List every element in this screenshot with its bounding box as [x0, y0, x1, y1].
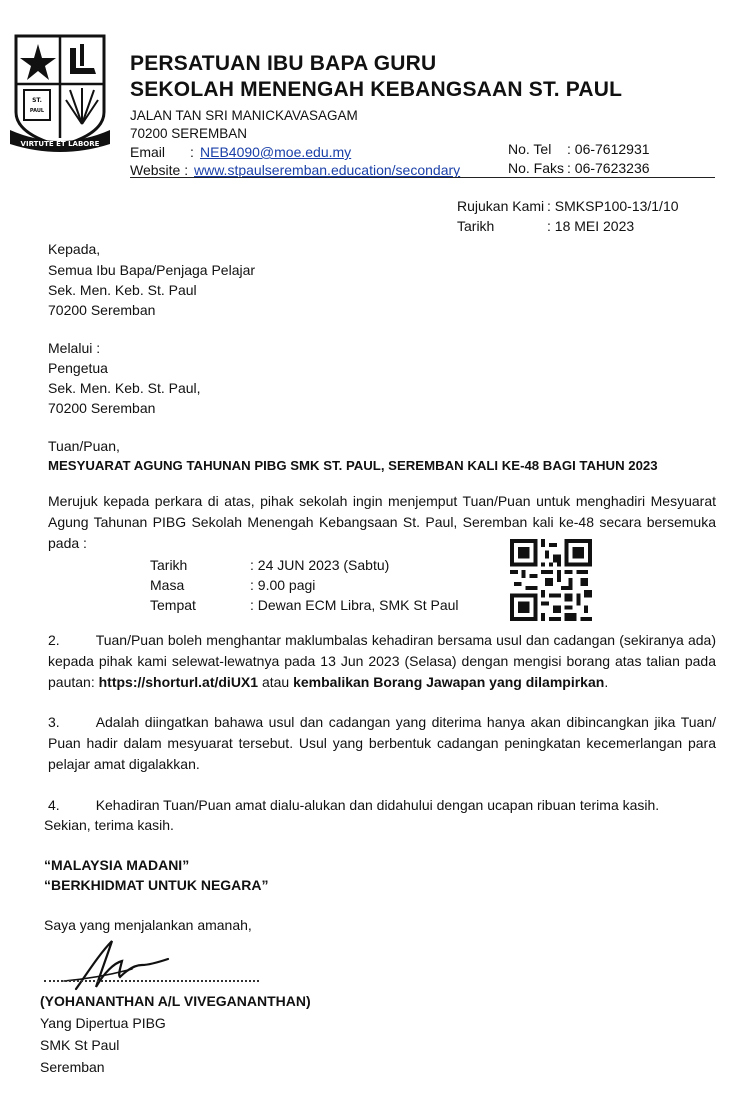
fax-label: No. Faks	[508, 160, 565, 176]
meeting-time-label: Masa	[150, 577, 185, 593]
meeting-venue-value: : Dewan ECM Libra, SMK St Paul	[250, 597, 459, 613]
header-divider	[130, 177, 715, 178]
form-link[interactable]: https://shorturl.at/diUX1	[98, 674, 259, 690]
return-form-instruction: kembalikan Borang Jawapan yang dilampirkan	[293, 674, 605, 690]
meeting-venue-label: Tempat	[150, 597, 196, 613]
signature-line	[44, 980, 259, 982]
address-line2: 70200 SEREMBAN	[130, 126, 248, 141]
recipient-line2: Sek. Men. Keb. St. Paul	[48, 282, 197, 298]
paragraph-4-text: Kehadiran Tuan/Puan amat dialu-alukan dan didahului dengan ucapan ribuan terima kasih.	[95, 797, 660, 813]
qr-code[interactable]	[510, 539, 592, 621]
signatory-title: Yang Dipertua PIBG	[40, 1015, 166, 1031]
address-line1: JALAN TAN SRI MANICKAVASAGAM	[130, 108, 358, 123]
via-line1: Pengetua	[48, 360, 108, 376]
signatory-place: Seremban	[40, 1059, 105, 1075]
recipient-line3: 70200 Seremban	[48, 302, 156, 318]
recipient-heading: Kepada,	[48, 241, 101, 257]
via-line2: Sek. Men. Keb. St. Paul,	[48, 380, 201, 396]
paragraph-3-number: 3.	[48, 714, 60, 730]
school-crest-logo	[10, 34, 110, 154]
tel-value: : 06-7612931	[567, 141, 650, 157]
paragraph-2-text: Tuan/Puan boleh menghantar maklumbalas kehadiran bersama usul dan cadangan (sekiranya ada) kepada pihak kami selewat-lewatnya pada 13 Jun 2023 (Selasa) dengan mengisi borang atas talian pada pautan:	[48, 632, 716, 690]
ref-label: Rujukan Kami	[457, 198, 545, 214]
meeting-time-value: : 9.00 pagi	[250, 577, 316, 593]
signoff-intro: Saya yang menjalankan amanah,	[44, 917, 252, 933]
paragraph-2-or: atau	[258, 674, 294, 690]
association-title: PERSATUAN IBU BAPA GURU	[130, 52, 437, 75]
paragraph-3	[48, 712, 716, 775]
letter-subject: MESYUARAT AGUNG TAHUNAN PIBG SMK ST. PAUL, SEREMBAN KALI KE-48 BAGI TAHUN 2023	[48, 458, 658, 473]
salutation: Tuan/Puan,	[48, 438, 120, 454]
closing-line: Sekian, terima kasih.	[44, 817, 174, 833]
tel-label: No. Tel	[508, 141, 552, 157]
paragraph-4	[48, 795, 716, 816]
svg-text:ST.: ST.	[32, 97, 42, 104]
paragraph-4-number: 4.	[48, 797, 60, 813]
paragraph-2-period: .	[604, 674, 609, 690]
ref-value: : SMKSP100-13/1/10	[547, 198, 679, 214]
handwritten-signature	[56, 935, 176, 995]
via-line3: 70200 Seremban	[48, 400, 156, 416]
signatory-name: (YOHANANTHAN A/L VIVEGANANTHAN)	[40, 993, 311, 1009]
email-label: Email	[130, 144, 166, 160]
svg-text:PAUL: PAUL	[29, 108, 45, 114]
paragraph-2-number: 2.	[48, 632, 60, 648]
fax-value: : 06-7623236	[567, 160, 650, 176]
email-link[interactable]: NEB4090@moe.edu.my	[200, 144, 352, 160]
meeting-date-label: Tarikh	[150, 557, 188, 573]
letter-date-label: Tarikh	[457, 218, 495, 234]
slogan-2: “BERKHIDMAT UNTUK NEGARA”	[44, 877, 269, 893]
letter-date-value: : 18 MEI 2023	[547, 218, 635, 234]
website-link[interactable]: www.stpaulseremban.education/secondary	[194, 162, 461, 178]
website-label: Website :	[130, 162, 189, 178]
paragraph-3-text: Adalah diingatkan bahawa usul dan cadangan yang diterima hanya akan dibincangkan jika Tuan/ Puan hadir dalam mesyuarat tersebut. Usul yang berbentuk cadangan peningkatan kecemerlangan para pelajar amat digalakkan.	[48, 714, 716, 772]
signatory-org: SMK St Paul	[40, 1037, 120, 1053]
intro-paragraph: Merujuk kepada perkara di atas, pihak sekolah ingin menjemput Tuan/Puan untuk menghadiri Mesyuarat Agung Tahunan PIBG Sekolah Menengah Kebangsaan St. Paul, Seremban kali ke-48 secara bersemuka pada :	[48, 493, 716, 551]
recipient-line1: Semua Ibu Bapa/Penjaga Pelajar	[48, 262, 256, 278]
via-heading: Melalui :	[48, 340, 101, 356]
meeting-date-value: : 24 JUN 2023 (Sabtu)	[250, 557, 390, 573]
slogan-1: “MALAYSIA MADANI”	[44, 857, 190, 873]
paragraph-2	[48, 630, 716, 693]
email-separator: :	[190, 144, 194, 160]
crest-motto: VIRTUTE ET LABORE	[20, 140, 100, 148]
school-title: SEKOLAH MENENGAH KEBANGSAAN ST. PAUL	[130, 78, 623, 101]
